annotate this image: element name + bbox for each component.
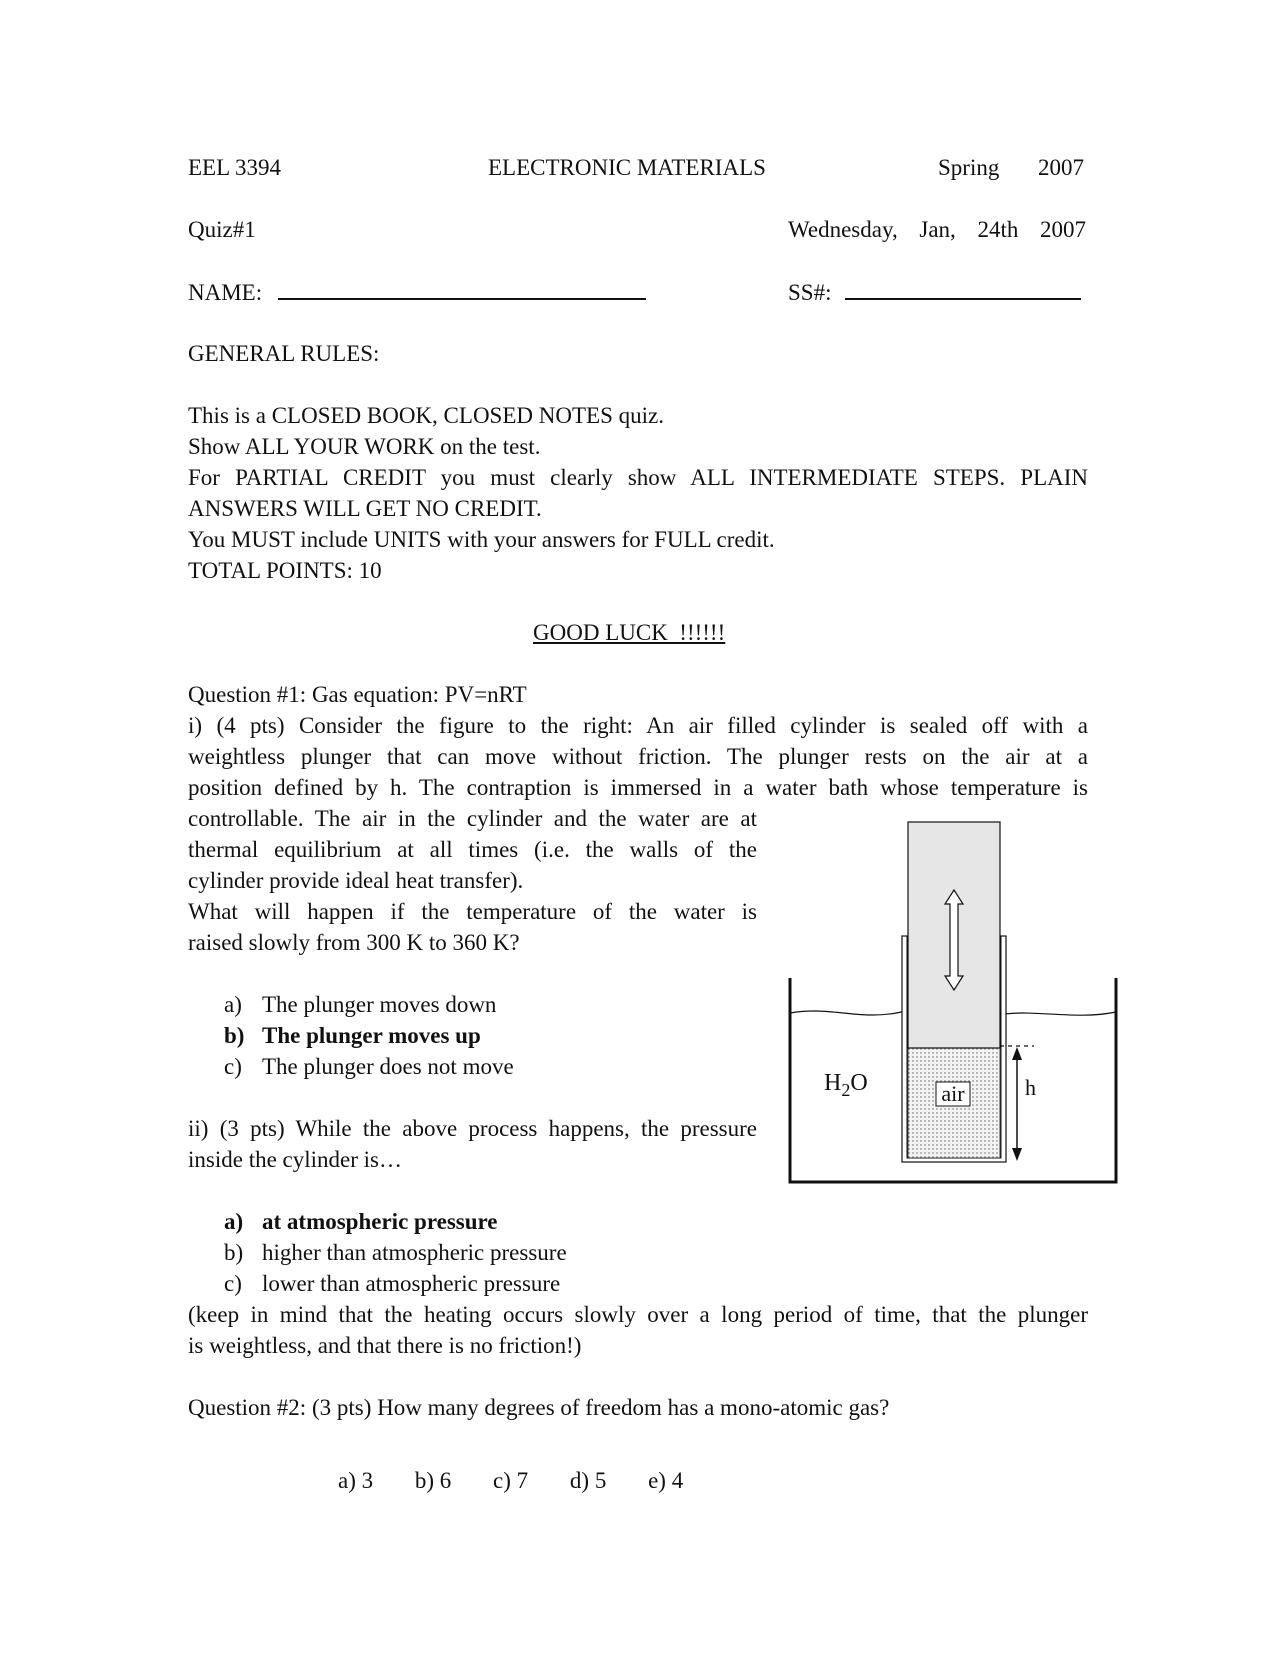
question-1-heading: Question #1: Gas equation: PV=nRT [188,682,527,707]
year: 2007 [1038,155,1084,180]
rule-line: Show ALL YOUR WORK on the test. [188,434,541,459]
good-luck: GOOD LUCK !!!!!! [533,620,726,645]
q2-choice-d[interactable]: d) 5 [569,1468,607,1493]
question-1-text: cylinder provide ideal heat transfer). [188,868,524,893]
q1-part2-option-c[interactable] [224,1268,560,1299]
q1-part2-option-b[interactable] [224,1237,567,1268]
question-1-text: weightless plunger that can move without friction. The plunger rests on the air at a [188,744,1088,769]
air-label: air [941,1081,965,1106]
name-field[interactable] [188,276,646,308]
rule-line: TOTAL POINTS: 10 [188,558,382,583]
rule-line: For PARTIAL CREDIT you must clearly show ALL INTERMEDIATE STEPS. PLAIN [188,465,1088,490]
water-label: $H_2O$ [824,1070,868,1100]
option-label: a) [224,992,242,1017]
q1-part1-option-a[interactable] [224,989,496,1020]
water-surface-left [790,1009,915,1015]
option-text: at atmospheric pressure [262,1209,498,1234]
q2-choice-e[interactable]: e) 4 [648,1468,684,1493]
rule-line: ANSWERS WILL GET NO CREDIT. [188,496,542,521]
question-1-note: is weightless, and that there is no friction!) [188,1333,582,1358]
q2-choice-a[interactable]: a) 3 [338,1468,374,1493]
question-1-note: (keep in mind that the heating occurs slowly over a long period of time, that the plunger [188,1302,1088,1327]
question-1-text: thermal equilibrium at all times (i.e. the walls of the [188,837,757,862]
ss-field[interactable] [788,276,1081,308]
option-text: The plunger moves down [262,992,497,1017]
question-1-text: position defined by h. The contraption is immersed in a water bath whose temperature is [188,775,1088,800]
question-1-text: What will happen if the temperature of the water is [188,899,757,924]
water-surface-right [1004,1012,1116,1015]
quiz-date: Wednesday, Jan, 24th 2007 [788,217,1086,242]
ss-blank[interactable] [845,276,1081,300]
rules-heading: GENERAL RULES: [188,341,380,366]
q1-part2-option-a[interactable] [224,1206,498,1237]
height-label: h [1025,1075,1036,1100]
quiz-number: Quiz#1 [188,217,256,242]
height-arrow-icon [1012,1047,1022,1161]
rule-line: You MUST include UNITS with your answers for FULL credit. [188,527,775,552]
q1-part1-option-c[interactable] [224,1051,514,1082]
rule-line: This is a CLOSED BOOK, CLOSED NOTES quiz. [188,403,664,428]
option-text: The plunger does not move [262,1054,514,1079]
course-code: EEL 3394 [188,155,282,180]
cylinder-diagram [788,820,1118,1190]
q2-choice-b[interactable]: b) 6 [414,1468,452,1493]
question-1-text: raised slowly from 300 K to 360 K? [188,930,520,955]
question-1-text: controllable. The air in the cylinder and the water are at [188,806,757,831]
ss-label: SS#: [788,280,832,305]
name-label: NAME: [188,280,263,305]
question-1-part2-text: ii) (3 pts) While the above process happens, the pressure [188,1116,757,1141]
option-label: b) [224,1240,244,1265]
option-text: lower than atmospheric pressure [262,1271,561,1296]
option-label: c) [224,1054,242,1079]
option-text: The plunger moves up [262,1023,481,1048]
question-2-choices [338,1465,719,1496]
name-blank[interactable] [278,276,646,300]
option-label: b) [224,1023,245,1048]
term: Spring [938,155,1000,180]
course-title: ELECTRONIC MATERIALS [488,155,766,180]
q1-part1-option-b[interactable] [224,1020,481,1051]
question-1-part2-text: inside the cylinder is… [188,1147,402,1172]
q2-choice-c[interactable]: c) 7 [493,1468,529,1493]
question-1-text: i) (4 pts) Consider the figure to the right: An air filled cylinder is sealed off with a [188,713,1088,738]
option-label: a) [224,1209,244,1234]
option-text: higher than atmospheric pressure [262,1240,567,1265]
option-label: c) [224,1271,242,1296]
question-2-heading: Question #2: (3 pts) How many degrees of freedom has a mono-atomic gas? [188,1395,890,1420]
